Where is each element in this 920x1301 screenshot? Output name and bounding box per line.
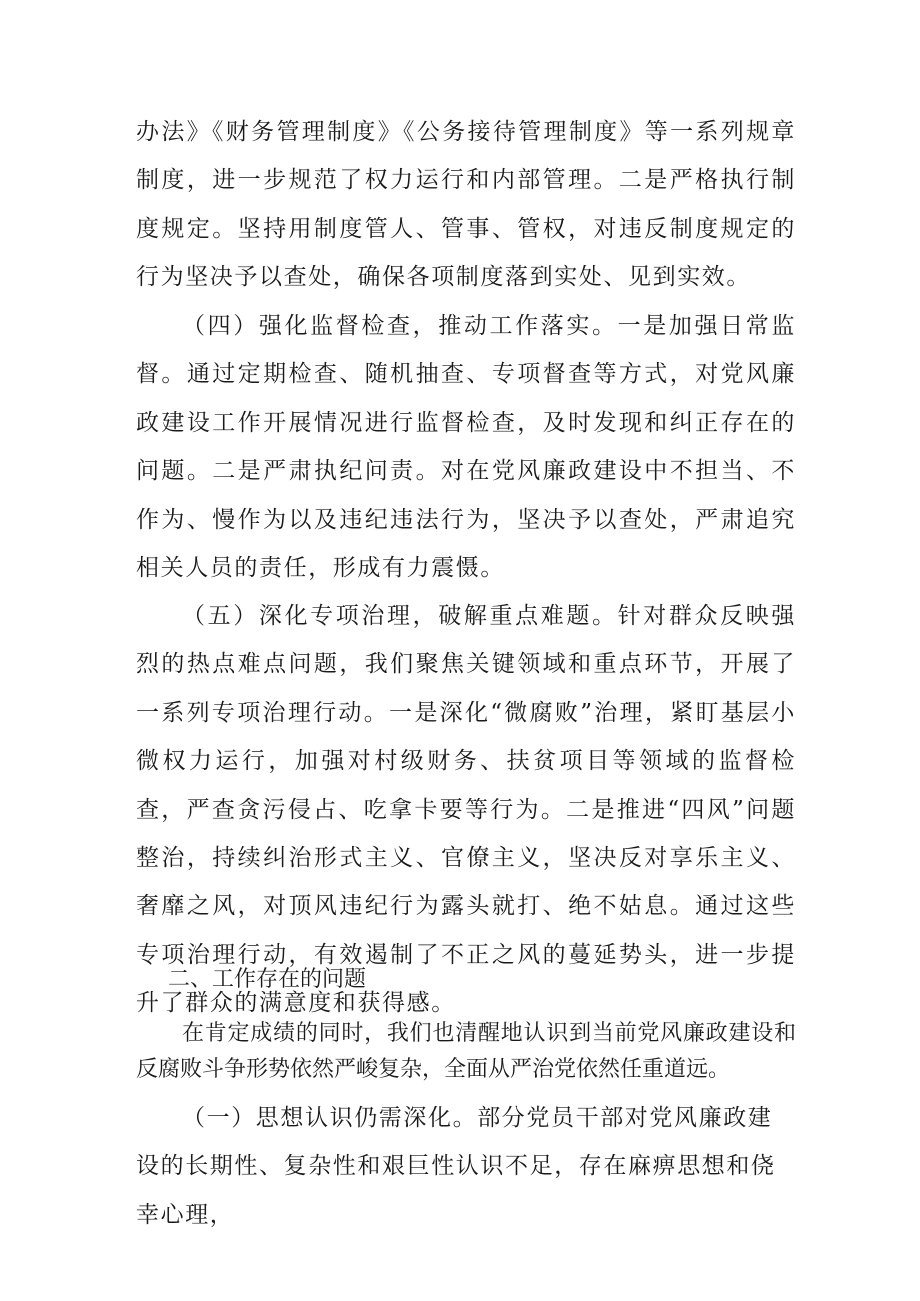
paragraph-ideological-awareness: （一）思想认识仍需深化。部分党员干部对党风廉政建设的长期性、复杂性和艰巨性认识不足，存在麻痹思想和侥幸心理， xyxy=(136,1105,776,1228)
paragraph-supervision: （四）强化监督检查，推动工作落实。一是加强日常监督。通过定期检查、随机抽查、专项督查等方式，对党风廉政建设工作开展情况进行监督检查，及时发现和纠正存在的问题。二是严肃执纪问责。对在党风廉政建设中不担当、不作为、慢作为以及违纪违法行为，坚决予以查处，严肃追究相关人员的责任，形成有力震慑。 xyxy=(136,313,796,582)
paragraph-regulations: 办法》《财务管理制度》《公务接待管理制度》等一系列规章制度，进一步规范了权力运行和内部管理。二是严格执行制度规定。坚持用制度管人、管事、管权，对违反制度规定的行为坚决予以查处，确保各项制度落到实处、见到实效。 xyxy=(136,119,796,291)
section-heading-problems: 二、工作存在的问题 xyxy=(168,967,367,992)
paragraph-special-governance: （五）深化专项治理，破解重点难题。针对群众反映强烈的热点难点问题，我们聚焦关键领域和重点环节，开展了一系列专项治理行动。一是深化“微腐败”治理，紧盯基层小微权力运行，加强对村级财务、扶贫项目等领域的监督检查，严查贪污侵占、吃拿卡要等行为。二是推进“四风”问题整治，持续纠治形式主义、官僚主义，坚决反对享乐主义、奢靡之风，对顶风违纪行为露头就打、绝不姑息。通过这些专项治理行动，有效遏制了不正之风的蔓延势头，进一步提升了群众的满意度和获得感。 xyxy=(136,603,796,1017)
paragraph-problems-intro: 在肯定成绩的同时，我们也清醒地认识到当前党风廉政建设和反腐败斗争形势依然严峻复杂，全面从严治党依然任重道远。 xyxy=(136,1021,796,1082)
